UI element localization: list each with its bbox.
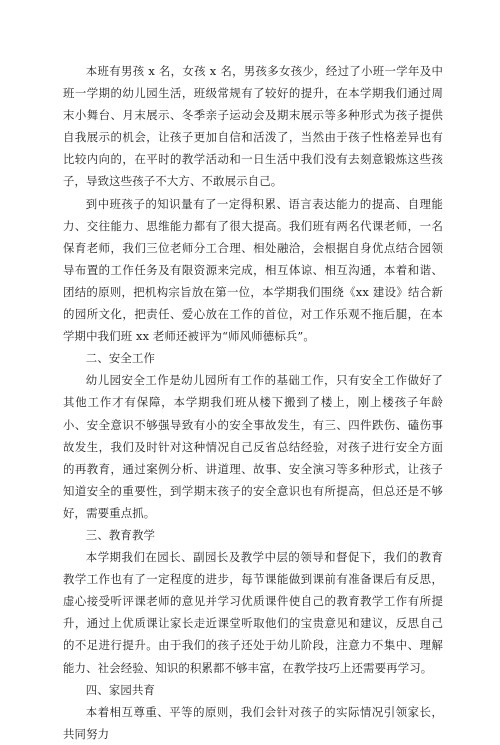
paragraph-class-overview: 本班有男孩 x 名，女孩 x 名，男孩多女孩少，经过了小班一学年及中班一学期的幼儿园生活，班级常规有了较好的提升，在本学期我们通过周末小舞台、月末展示、冬季亲子运动会及期末展示等多种形式为孩子提供自我展示的机会，让孩子更加自信和活泼了，当然由于孩子性格差异也有比较内向的，在平时的教学活动和一日生活中我们没有去刻意锻炼这些孩子，导致这些孩子不大方、不敢展示自己。 <box>63 64 443 189</box>
heading-teaching: 三、教育教学 <box>85 527 156 542</box>
heading-safety-work: 二、安全工作 <box>85 351 156 366</box>
heading-home-school: 四、家园共育 <box>85 682 156 697</box>
paragraph-home-school: 本着相互尊重、平等的原则，我们会针对孩子的实际情况引领家长，共同努力 <box>63 704 443 741</box>
paragraph-teaching: 本学期我们在园长、副园长及教学中层的领导和督促下，我们的教育教学工作也有了一定程度的进步，每节课能做到课前有准备课后有反思，虚心接受听评课老师的意见并学习优质课件使自己的教育教学工作有所提升，通过上优质课让家长走近课堂听取他们的宝贵意见和建议，反思自己的不足进行提升。由于我们的孩子还处于幼儿阶段，注意力不集中、理解能力、社会经验、知识的积累都不够丰富，在教学技巧上还需要再学习。 <box>63 550 443 675</box>
paragraph-safety-work: 幼儿园安全工作是幼儿园所有工作的基础工作，只有安全工作做好了其他工作才有保障，本学期我们班从楼下搬到了楼上，刚上楼孩子年龄小、安全意识不够强导致有小的安全事故发生，有三、四件跌伤、磕伤事故发生，我们及时针对这种情况自己反省总结经验，对孩子进行安全方面的再教育，通过案例分析、讲道理、故事、安全演习等多种形式，让孩子知道安全的重要性，到学期末孩子的安全意识也有所提高，但总还是不够好，需要重点抓。 <box>63 373 443 520</box>
paragraph-teacher-team: 到中班孩子的知识量有了一定得积累、语言表达能力的提高、自理能力、交往能力、思维能力都有了很大提高。我们班有两名代课老师，一名保育老师，我们三位老师分工合理、相处融洽，会根据自身优点结合园领导布置的工作任务及有限资源来完成，相互体谅、相互沟通，本着和谐、团结的原则，把机构宗旨放在第一位，本学期我们围绕《xx 建设》结合新的园所文化，把责任、爱心放在工作的首位，对工作乐观不拖后腿，在本学期中我们班 xx 老师还被评为“师风师德标兵”。 <box>63 196 443 344</box>
